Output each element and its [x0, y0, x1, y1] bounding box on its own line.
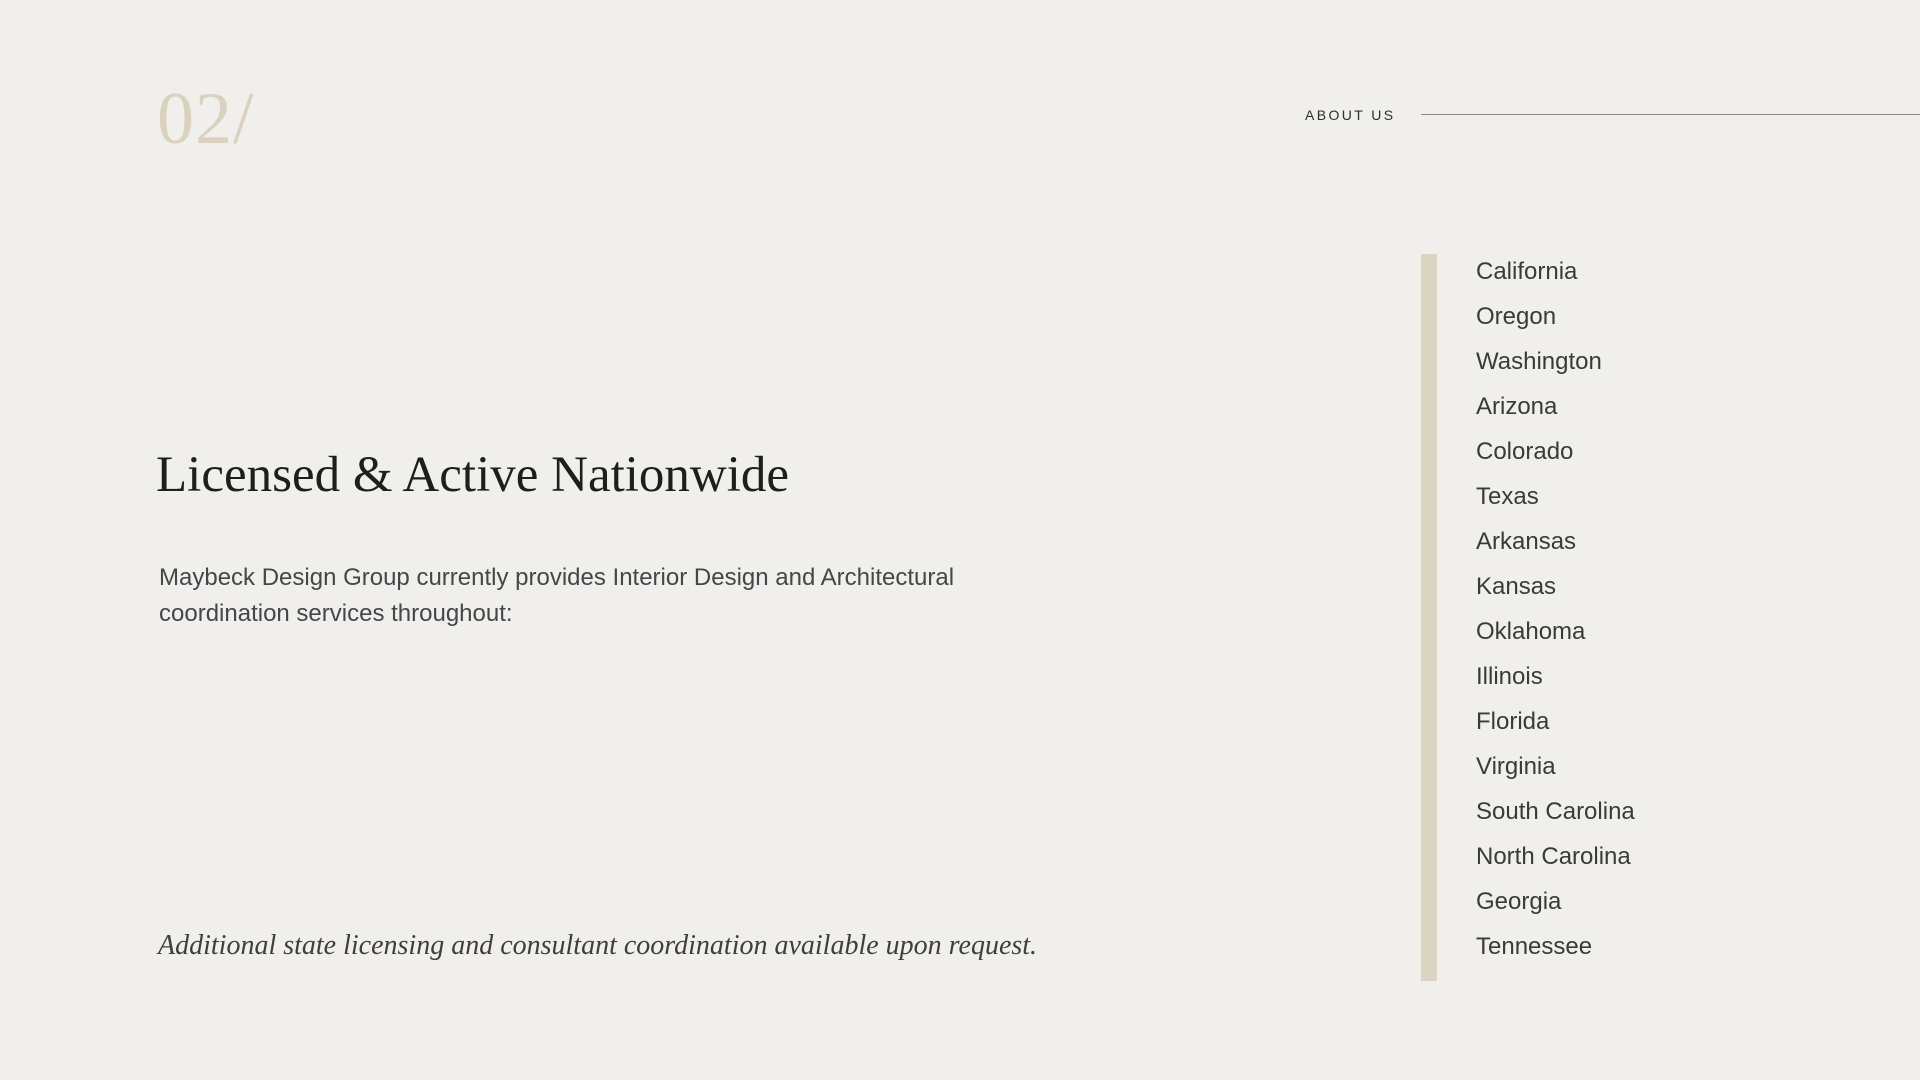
state-item: North Carolina	[1476, 843, 1631, 870]
state-item: Oregon	[1476, 303, 1557, 330]
section-label: ABOUT US	[1305, 107, 1396, 123]
state-item: Tennessee	[1476, 933, 1593, 960]
section-divider	[1421, 114, 1920, 115]
state-item: Illinois	[1476, 663, 1543, 690]
intro-text: Maybeck Design Group currently provides Interior Design and Architectural coordination services throughout:	[159, 564, 955, 627]
page-number: 02/	[157, 78, 255, 160]
state-item: Texas	[1476, 483, 1539, 510]
page-title: Licensed & Active Nationwide	[156, 447, 790, 503]
state-item: Arkansas	[1476, 528, 1577, 555]
state-list	[1476, 254, 1635, 974]
state-item: Kansas	[1476, 573, 1557, 600]
state-item: Washington	[1476, 348, 1602, 375]
state-item: Virginia	[1476, 753, 1556, 780]
accent-bar	[1421, 254, 1437, 981]
state-item: Colorado	[1476, 438, 1574, 465]
footnote: Additional state licensing and consultant coordination available upon request.	[158, 930, 1038, 961]
state-item: Oklahoma	[1476, 618, 1586, 645]
state-item: Arizona	[1476, 393, 1558, 420]
state-item: South Carolina	[1476, 798, 1635, 825]
state-item: Georgia	[1476, 888, 1562, 915]
state-item: California	[1476, 258, 1578, 285]
state-item: Florida	[1476, 708, 1550, 735]
